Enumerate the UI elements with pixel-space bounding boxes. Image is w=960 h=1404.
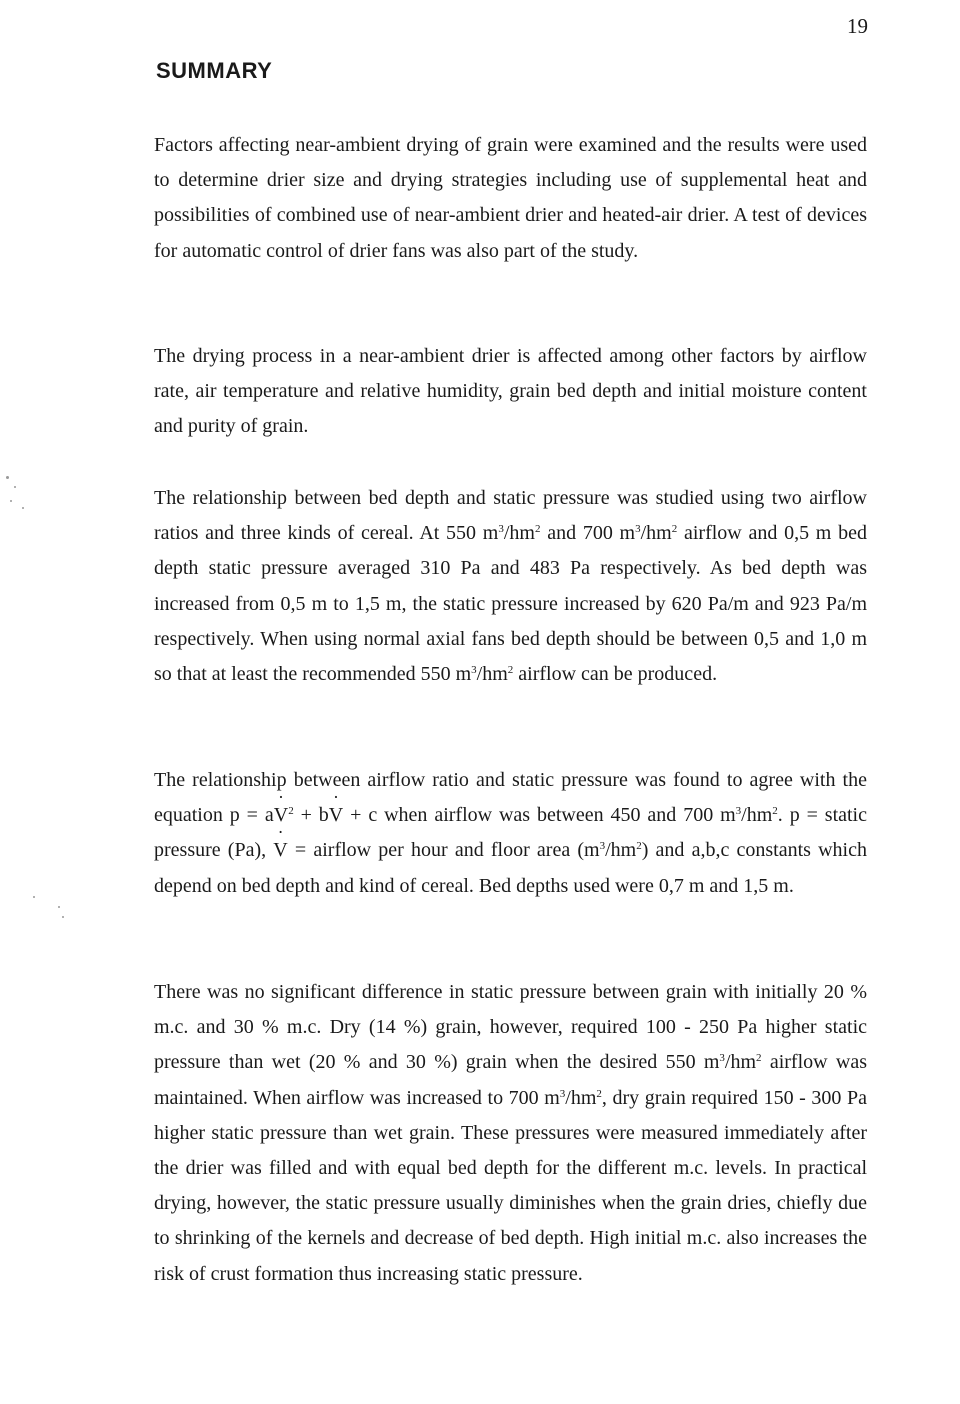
scan-speck <box>58 906 60 908</box>
paragraph-5: There was no significant difference in static pressure between grain with initially 20 % m.c. and 30 % m.c. Dry (14 %) grain, however, required 100 - 250 Pa higher static pressure than wet (20 % and 30 %) grain when the desired 550 $m^3/hm^2$ airflow was maintained. When airflow was increased to 700 $m^3/hm^2$, dry grain required 150 - 300 Pa higher static pressure than wet grain. These pressures were measured immediately after the drier was filled and with equal bed depth for the different m.c. levels. In practical drying, however, the static pressure usually diminishes when the grain dries, chiefly due to shrinking of the kernels and decrease of bed depth. High initial m.c. also increases the risk of crust formation thus increasing static pressure. <box>154 981 867 1285</box>
scan-speck <box>22 507 24 509</box>
paragraph-1: Factors affecting near-ambient drying of grain were examined and the results were used to determine drier size and drying strategies including use of supplemental heat and possibilities of combined use of near-ambient drier and heated-air drier. A test of devices for automatic control of drier fans was also part of the study. <box>154 134 867 262</box>
paragraph-2: The drying process in a near-ambient drier is affected among other factors by airflow rate, air temperature and relative humidity, grain bed depth and initial moisture content and purity of grain. <box>154 345 867 438</box>
paragraph-3: The relationship between bed depth and static pressure was studied using two airflow ratios and three kinds of cereal. At 550 $m^3/hm^2$ and 700 $m^3/hm^2$ airflow and 0,5 m bed depth static pressure averaged 310 Pa and 483 Pa respectively. As bed depth was increased from 0,5 m to 1,5 m, the static pressure increased by 620 Pa/m and 923 Pa/m respectively. When using normal axial fans bed depth should be between 0,5 and 1,0 m so that at least the recommended 550 $m^3/hm^2$ airflow can be produced. <box>154 487 867 686</box>
page-number: 19 <box>847 14 868 38</box>
scan-speck <box>10 500 12 502</box>
scan-speck <box>6 476 9 479</box>
paragraph-4: The relationship between airflow ratio and static pressure was found to agree with the equation p = a˙ $V^2$ + b˙ V + c when airflow was between 450 and 700 $m^3/hm^2$. p = static pressure (Pa), ˙ V = airflow per hour and floor area $(m^3/hm^2)$ and a,b,c constants which depend on bed depth and kind of cereal. Bed depths used were 0,7 m and 1,5 m. <box>154 763 867 904</box>
page-title: SUMMARY <box>156 58 273 83</box>
scan-speck <box>62 916 64 918</box>
scan-speck <box>33 896 35 898</box>
scan-speck <box>14 486 16 488</box>
